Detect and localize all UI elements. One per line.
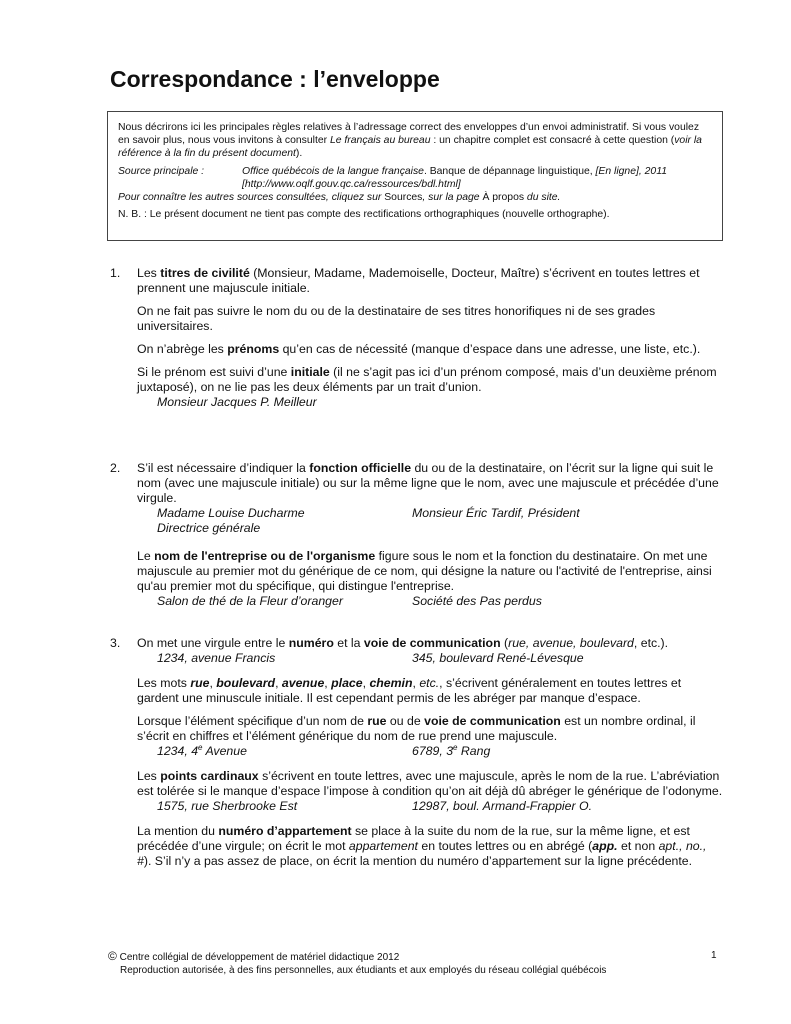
source-value: Office québécois de la langue française. Banque de dépannage linguistique, [En ligne], 2011 [http://www.oqlf.gouv.qc.ca/ressources/bdl.html] <box>242 165 667 190</box>
source-url[interactable]: [http://www.oqlf.gouv.qc.ca/ressources/bdl.html] <box>242 178 461 190</box>
nb-note: N. B. : Le présent document ne tient pas compte des rectifications orthographiques (nouvelle orthographe). <box>118 209 610 221</box>
paragraph: Lorsque l’élément spécifique d’un nom de rue ou de voie de communication est un nombre ordinal, il s’écrit en chiffres et l’élément générique du nom de rue prend une majuscule. <box>137 714 696 743</box>
sources-link[interactable]: Sources <box>384 192 423 204</box>
copyright-icon: © <box>108 949 117 963</box>
example: Monsieur Jacques P. Meilleur <box>157 395 317 409</box>
section-number: 2. <box>110 461 121 475</box>
paragraph: Les mots rue, boulevard, avenue, place, chemin, etc., s’écrivent généralement en toutes lettres et gardent une minuscule initiale. Il est cependant permis de les abréger par manque d’espace. <box>137 676 682 705</box>
source-line <box>118 165 712 191</box>
paragraph: On n’abrège les prénoms qu’en cas de nécessité (manque d’espace dans une adresse, une liste, etc.). <box>137 342 701 356</box>
paragraph: On met une virgule entre le numéro et la voie de communication (rue, avenue, boulevard, etc.). <box>137 636 669 650</box>
apropos-link[interactable]: À propos <box>482 192 525 204</box>
paragraph: Les points cardinaux s’écrivent en toute lettres, avec une majuscule, après le nom de la rue. L’abréviation est tolérée si le manque d’espace l’impose à condition qu’on ait déjà dû abréger le générique de l’odonyme. <box>137 769 723 798</box>
intro-paragraph: Nous décrirons ici les principales règles relatives à l’adressage correct des enveloppes d’un envoi administratif. Si vous voulez en savoir plus, nous vous invitons à consulter Le français au bureau : un chapitre complet est consacré à cette question (voir la référence à la fin du présent document). <box>118 122 702 160</box>
example: 1575, rue Sherbrooke Est 12987, boul. Armand-Frappier O. <box>157 799 592 813</box>
example: Madame Louise Ducharme Directrice générale Monsieur Éric Tardif, Président <box>157 506 580 535</box>
paragraph: La mention du numéro d’appartement se place à la suite du nom de la rue, sur la même ligne, et est précédée d’une virgule; on écrit le mot appartement en toutes lettres ou en abrégé (app. et non apt., no., #). S’il n’y a pas assez de place, on écrit la mention du numéro d’appartement sur la ligne précédente. <box>137 824 707 868</box>
footer-line-2: Reproduction autorisée, à des fins personnelles, aux étudiants et aux employés du réseau collégial québécois <box>120 965 607 976</box>
paragraph: S’il est nécessaire d’indiquer la fonction officielle du ou de la destinataire, on l’écrit sur la ligne qui suit le nom (avec une majuscule initiale) ou sur la même ligne que le nom, avec une majuscule et précédée d’une virgule. <box>137 461 719 505</box>
example: 1234, avenue Francis 345, boulevard René-Lévesque <box>157 651 584 665</box>
example: 1234, 4e Avenue 6789, 3e Rang <box>157 743 491 758</box>
page-title: Correspondance : l’enveloppe <box>110 66 440 92</box>
footer <box>108 950 606 977</box>
section-number: 1. <box>110 266 121 280</box>
paragraph: Si le prénom est suivi d’une initiale (il ne s’agit pas ici d’un prénom composé, mais d’un deuxième prénom juxtaposé), on ne lie pas les deux éléments par un trait d’union. <box>137 365 717 394</box>
paragraph: Le nom de l'entreprise ou de l'organisme figure sous le nom et la fonction du destinataire. On met une majuscule au premier mot du générique de ce nom, qui désigne la nature ou l'activité de l'entreprise, ainsi qu'au premier mot du spécifique, qui distingue l'entreprise. <box>137 549 712 593</box>
section-number: 3. <box>110 636 121 650</box>
footer-line-1: Centre collégial de développement de matériel didactique 2012 <box>119 952 400 963</box>
source-label: Source principale : <box>118 165 205 177</box>
other-sources: Pour connaître les autres sources consultées, cliquez sur Sources, sur la page À propos du site. <box>118 192 561 204</box>
example: Salon de thé de la Fleur d’oranger Société des Pas perdus <box>157 594 542 608</box>
intro-box <box>107 111 723 241</box>
paragraph: On ne fait pas suivre le nom du ou de la destinataire de ses titres honorifiques ni de ses grades universitaires. <box>137 304 656 333</box>
page-number: 1 <box>711 950 717 961</box>
paragraph: Les titres de civilité (Monsieur, Madame, Mademoiselle, Docteur, Maître) s’écrivent en toutes lettres et prennent une majuscule initiale. <box>137 266 700 295</box>
